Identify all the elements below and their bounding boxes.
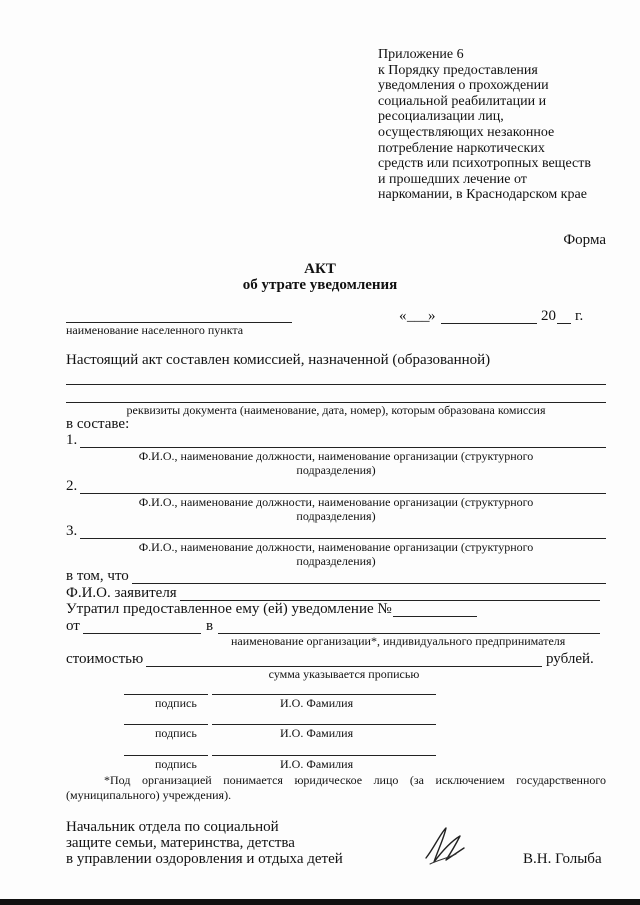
member-caption: Ф.И.О., наименование должности, наименование организации (структурного подразделения) (138, 449, 534, 477)
in-label: в (206, 618, 214, 634)
commission-field[interactable] (66, 384, 606, 385)
composition-label: в составе: (66, 416, 130, 432)
signatory-position: Начальник отдела по социальной (66, 819, 279, 835)
commission-caption: реквизиты документа (наименование, дата, номер), которым образована комиссия (126, 403, 546, 417)
name-caption: И.О. Фамилия (280, 757, 354, 771)
notice-number-field[interactable] (393, 616, 477, 617)
that-label: в том, что (66, 568, 129, 584)
member-number: 2. (66, 478, 78, 494)
appendix-line: к Порядку предоставления (378, 62, 538, 78)
lost-notice-label: Утратил предоставленное ему (ей) уведомление № (66, 601, 392, 617)
signatory-name: В.Н. Голыба (523, 851, 602, 867)
member-number: 1. (66, 432, 78, 448)
date-year-field[interactable] (557, 323, 571, 324)
footnote: *Под организацией понимается юридическое лицо (за исключением государственного (муниципального) учреждения). (66, 773, 606, 802)
appendix-line: ресоциализации лиц, (378, 109, 504, 125)
document-title: АКТ (304, 261, 336, 277)
from-date-field[interactable] (83, 633, 201, 634)
appendix-line: уведомления о прохождении (378, 78, 549, 94)
from-label: от (66, 618, 80, 634)
signature-caption: подпись (155, 726, 197, 740)
appendix-line: и прошедших лечение от (378, 171, 527, 187)
name-caption: И.О. Фамилия (280, 726, 354, 740)
name-field[interactable] (212, 694, 436, 695)
date-year-suffix: г. (575, 308, 584, 324)
rubles-label: рублей. (546, 651, 594, 667)
name-caption: И.О. Фамилия (280, 696, 354, 710)
appendix-line: социальной реабилитации и (378, 93, 547, 109)
date-month-field[interactable] (441, 323, 537, 324)
signature-caption: подпись (155, 757, 197, 771)
signature-caption: подпись (155, 696, 197, 710)
member-field[interactable] (80, 447, 606, 448)
appendix-block (378, 47, 628, 203)
sum-caption: сумма указывается прописью (268, 667, 420, 681)
signature-scribble-icon (420, 824, 468, 866)
date-year-prefix: 20 (541, 308, 556, 324)
date-close-quote: » (428, 308, 436, 324)
appendix-line: средств или психотропных веществ (378, 156, 591, 172)
name-field[interactable] (212, 755, 436, 756)
member-caption: Ф.И.О., наименование должности, наименование организации (структурного подразделения) (138, 495, 534, 523)
that-field[interactable] (132, 583, 606, 584)
date-day-field[interactable]: ___ (407, 308, 430, 324)
commission-intro: Настоящий акт составлен комиссией, назначенной (образованной) (66, 352, 491, 368)
signatory-position: в управлении оздоровления и отдыха детей (66, 851, 343, 867)
member-number: 3. (66, 523, 78, 539)
signatory-position: защите семьи, материнства, детства (66, 835, 295, 851)
signature-field[interactable] (124, 755, 208, 756)
form-label: Форма (563, 232, 606, 248)
member-caption: Ф.И.О., наименование должности, наименование организации (структурного подразделения) (138, 540, 534, 568)
signature-field[interactable] (124, 694, 208, 695)
appendix-line: потребление наркотических (378, 140, 545, 156)
signature-field[interactable] (124, 724, 208, 725)
name-field[interactable] (212, 724, 436, 725)
appendix-line: Приложение 6 (378, 47, 464, 62)
member-field[interactable] (80, 493, 606, 494)
cost-label: стоимостью (66, 651, 144, 667)
appendix-line: наркомании, в Краснодарском крае (378, 187, 587, 203)
scan-edge-bar (0, 899, 640, 905)
member-field[interactable] (80, 538, 606, 539)
organization-caption: наименование организации*, индивидуального предпринимателя (231, 634, 566, 648)
applicant-label: Ф.И.О. заявителя (66, 585, 177, 601)
locality-caption: наименование населенного пункта (66, 323, 244, 337)
date-open-quote: « (399, 308, 407, 324)
appendix-line: осуществляющих незаконное (378, 124, 555, 140)
document-subtitle: об утрате уведомления (242, 277, 398, 293)
